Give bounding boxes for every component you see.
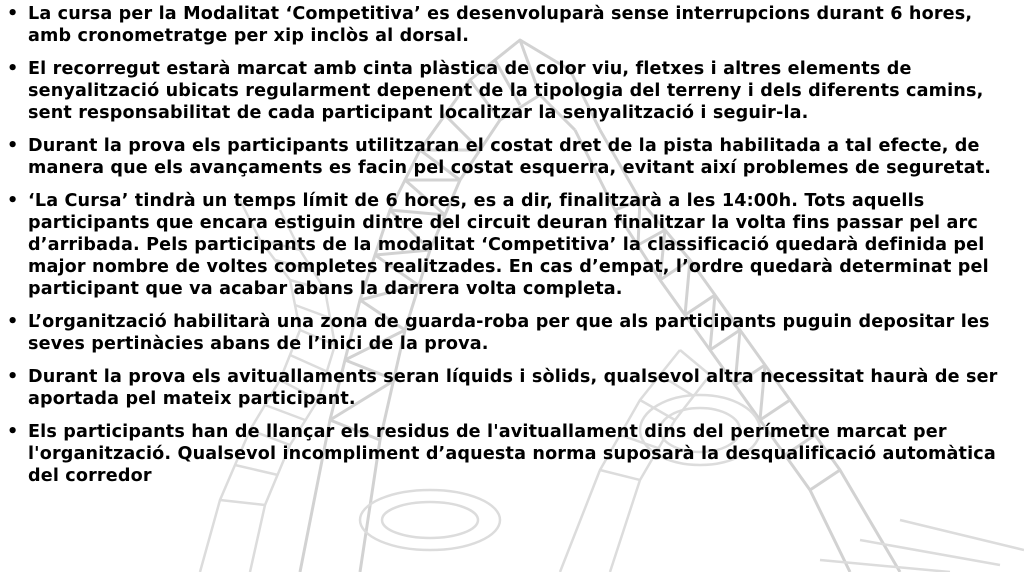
rule-item-cloakroom: [6, 311, 1018, 355]
rule-item-time-limit: [6, 190, 1018, 300]
rule-text: Durant la prova els avituallaments seran líquids i sòlids, qualsevol altra necessitat haurà de ser aportada pel mateix participant.: [28, 367, 998, 409]
bullet-icon: •: [7, 59, 19, 79]
bullet-icon: •: [7, 422, 19, 442]
rule-text: Els participants han de llançar els residus de l'avituallament dins del perímetre marcat per l'organització. Qualsevol incompliment d’aquesta norma suposarà la desqualificació automàtica del corredor: [28, 422, 996, 486]
rule-text: La cursa per la Modalitat ‘Competitiva’ es desenvoluparà sense interrupcions durant 6 hores, amb cronometratge per xip inclòs al dorsal.: [28, 4, 973, 46]
bullet-icon: •: [7, 367, 19, 387]
rule-item-competitive-duration: [6, 3, 1018, 47]
rule-item-track-side: [6, 135, 1018, 179]
rules-list: [6, 3, 1018, 487]
rules-section: [6, 3, 1018, 487]
bullet-icon: •: [7, 191, 19, 211]
rule-text: El recorregut estarà marcat amb cinta plàstica de color viu, fletxes i altres elements de senyalització ubicats regularment depenent de la tipologia del terreny i dels diferents camins, sent responsabilitat de cada participant localitzar la senyalització i seguir-la.: [28, 59, 984, 123]
rule-item-refreshments: [6, 366, 1018, 410]
rule-item-waste-disposal: [6, 421, 1018, 487]
rule-text: Durant la prova els participants utilitzaran el costat dret de la pista habilitada a tal efecte, de manera que els avançaments es facin pel costat esquerra, evitant així problemes de seguretat.: [28, 136, 992, 178]
rule-item-course-marking: [6, 58, 1018, 124]
bullet-icon: •: [7, 4, 19, 24]
bullet-icon: •: [7, 312, 19, 332]
bullet-icon: •: [7, 136, 19, 156]
rule-text: ‘La Cursa’ tindrà un temps límit de 6 hores, es a dir, finalitzarà a les 14:00h. Tots aquells participants que encara estiguin dintre del circuit deuran finalitzar la volta fins passar pel arc d’arribada. Pels participants de la modalitat ‘Competitiva’ la classificació quedarà definida pel major nombre de voltes completes realitzades. En cas d’empat, l’ordre quedarà determinat pel participant que va acabar abans la darrera volta completa.: [28, 191, 989, 299]
rule-text: L’organització habilitarà una zona de guarda-roba per que als participants puguin depositar les seves pertinàcies abans de l’inici de la prova.: [28, 312, 990, 354]
